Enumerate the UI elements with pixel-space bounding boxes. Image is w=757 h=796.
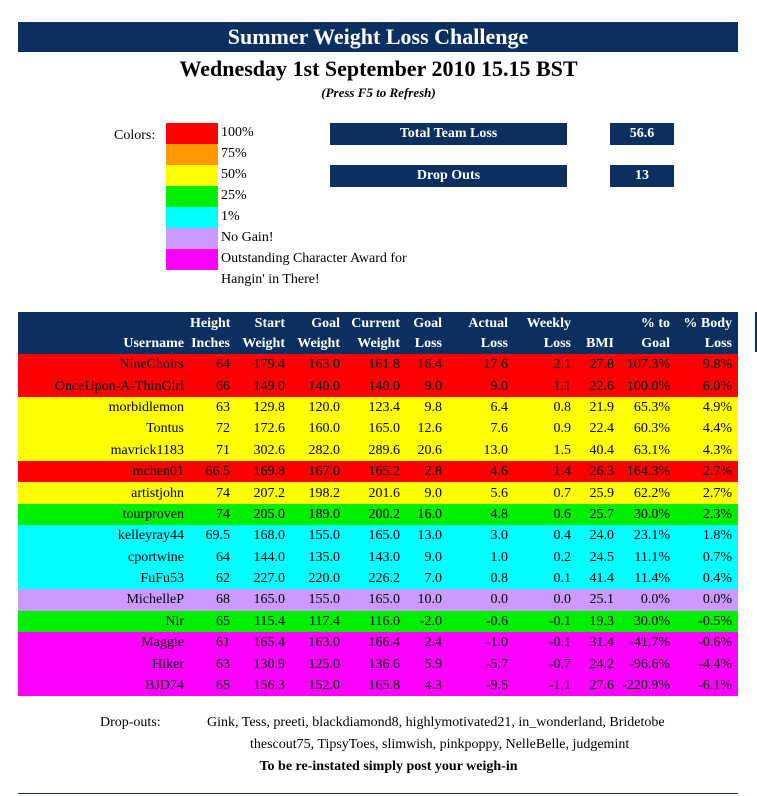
table-cell: 163.0: [308, 635, 340, 651]
table-cell: 2.3%: [702, 506, 732, 522]
username-cell: MichelleP: [126, 592, 184, 608]
table-cell: 40.4: [589, 442, 614, 458]
username-cell: Maggie: [141, 635, 184, 651]
table-cell: 74: [216, 506, 230, 522]
table-row: [18, 440, 738, 461]
legend-text: 50%: [221, 167, 247, 182]
table-cell: 64: [216, 549, 230, 565]
legend-swatch: [166, 186, 218, 207]
table-cell: 4.9%: [702, 399, 732, 415]
table-cell: 2.7%: [702, 464, 732, 480]
table-cell: 66: [216, 378, 230, 394]
table-cell: 23.1%: [633, 528, 670, 544]
table-cell: 289.6: [368, 442, 400, 458]
table-cell: 189.0: [308, 506, 340, 522]
table-cell: 16.0: [417, 506, 442, 522]
column-header: BMI: [577, 334, 620, 354]
table-cell: 163.0: [308, 357, 340, 373]
total-team-loss-value: 56.6: [610, 123, 674, 145]
username-cell: cportwine: [128, 549, 184, 565]
table-cell: 130.9: [253, 656, 285, 672]
table-row: [18, 589, 738, 610]
column-header: Actual: [448, 312, 514, 334]
username-cell: Hiker: [152, 656, 184, 672]
table-cell: 1.0: [490, 549, 508, 565]
table-cell: 302.6: [253, 442, 285, 458]
table-header-row-2: [18, 334, 738, 354]
table-cell: 6.4: [490, 399, 508, 415]
table-cell: 125.0: [308, 656, 340, 672]
table-cell: 169.8: [253, 464, 285, 480]
table-cell: 7.0: [424, 571, 442, 587]
standings-table: [18, 312, 738, 696]
table-cell: -0.1: [548, 635, 571, 651]
table-cell: 5.9: [424, 656, 442, 672]
table-cell: -220.9%: [622, 678, 670, 694]
table-cell: 30.0%: [633, 613, 670, 629]
table-cell: 9.0: [424, 378, 442, 394]
table-cell: 41.4: [589, 571, 614, 587]
table-cell: 165.0: [368, 592, 400, 608]
table-cell: 9.8%: [702, 357, 732, 373]
table-cell: -2.0: [419, 613, 442, 629]
drop-outs-label: Drop Outs: [330, 165, 567, 187]
column-header: Goal: [620, 334, 676, 354]
column-header: % to: [620, 312, 676, 334]
table-cell: 165.2: [368, 464, 400, 480]
table-cell: 26.3: [589, 464, 614, 480]
table-cell: -4.4%: [698, 656, 732, 672]
table-cell: 27.8: [589, 357, 614, 373]
table-cell: 4.3%: [702, 442, 732, 458]
table-cell: 0.4%: [702, 571, 732, 587]
username-cell: Tontus: [146, 421, 184, 437]
table-cell: 2.1: [553, 357, 571, 373]
table-cell: 71: [216, 442, 230, 458]
table-cell: 19.3: [589, 613, 614, 629]
table-cell: 1.4: [553, 464, 571, 480]
table-cell: 4.4%: [702, 421, 732, 437]
dropouts-label: Drop-outs:: [100, 715, 161, 730]
table-cell: 107.3%: [626, 357, 670, 373]
table-cell: 201.6: [368, 485, 400, 501]
table-cell: -41.7%: [629, 635, 670, 651]
table-cell: 13.0: [483, 442, 508, 458]
username-cell: artistjohn: [131, 485, 184, 501]
table-cell: -0.1: [548, 613, 571, 629]
legend-text: 75%: [221, 146, 247, 161]
table-cell: 164.3%: [626, 464, 670, 480]
username-cell: mchen01: [132, 464, 184, 480]
column-header: Username: [18, 334, 190, 354]
drop-outs-value: 13: [610, 165, 674, 187]
table-cell: 1.5: [553, 442, 571, 458]
table-cell: 5.6: [490, 485, 508, 501]
table-cell: 7.6: [490, 421, 508, 437]
table-cell: 2.4: [424, 635, 442, 651]
legend-text: 25%: [221, 188, 247, 203]
table-row: [18, 675, 738, 696]
column-header: Loss: [448, 334, 514, 354]
table-cell: 24.0: [589, 528, 614, 544]
column-header: Loss: [514, 334, 577, 354]
table-cell: 0.6: [553, 506, 571, 522]
legend-text: No Gain!: [221, 230, 274, 245]
table-cell: 31.4: [589, 635, 614, 651]
column-header: Goal: [406, 312, 448, 334]
table-cell: 22.6: [589, 378, 614, 394]
table-row: [18, 354, 738, 375]
page-title: Summer Weight Loss Challenge: [18, 22, 738, 52]
table-cell: 0.0%: [702, 592, 732, 608]
table-cell: 0.8: [553, 399, 571, 415]
table-cell: 66.5: [205, 464, 230, 480]
table-cell: 2.8: [424, 464, 442, 480]
table-cell: 117.4: [309, 613, 340, 629]
column-header: Loss: [676, 334, 738, 354]
total-team-loss-label: Total Team Loss: [330, 123, 567, 145]
table-row: [18, 504, 738, 525]
table-cell: 115.4: [254, 613, 285, 629]
table-row: [18, 632, 738, 653]
table-cell: 1.1: [553, 378, 571, 394]
table-cell: 140.0: [308, 378, 340, 394]
table-row: [18, 375, 738, 396]
table-cell: 21.9: [589, 399, 614, 415]
table-cell: 165.0: [368, 421, 400, 437]
date-heading: Wednesday 1st September 2010 15.15 BST: [179, 56, 578, 81]
table-cell: 152.0: [308, 678, 340, 694]
table-cell: 63.1%: [633, 442, 670, 458]
table-cell: -0.7: [548, 656, 571, 672]
table-cell: 144.0: [253, 549, 285, 565]
table-cell: -9.5: [485, 678, 508, 694]
table-cell: 227.0: [253, 571, 285, 587]
table-cell: 25.9: [589, 485, 614, 501]
legend-swatch: [166, 228, 218, 249]
table-cell: 25.1: [589, 592, 614, 608]
legend-text: 1%: [221, 209, 240, 224]
table-cell: 160.0: [308, 421, 340, 437]
dropouts-list-line-1: Gink, Tess, preeti, blackdiamond8, highlymotivated21, in_wonderland, Bridetobe: [207, 715, 665, 730]
refresh-hint: (Press F5 to Refresh): [321, 85, 436, 100]
table-cell: 0.1: [553, 571, 571, 587]
table-cell: 161.8: [368, 357, 400, 373]
table-row: [18, 611, 738, 632]
table-cell: 30.0%: [633, 506, 670, 522]
table-cell: 165.0: [368, 528, 400, 544]
table-cell: 65: [216, 613, 230, 629]
column-header: Weight: [346, 334, 406, 354]
column-header: Height: [190, 312, 236, 334]
column-header: Current: [346, 312, 406, 334]
legend-swatch: [166, 165, 218, 186]
table-cell: -1.1: [548, 678, 571, 694]
table-cell: 165.0: [253, 592, 285, 608]
legend-swatch: [166, 207, 218, 228]
table-cell: 9.0: [424, 485, 442, 501]
table-cell: 20.6: [417, 442, 442, 458]
table-cell: 165.4: [253, 635, 285, 651]
table-row: [18, 482, 738, 503]
table-row: [18, 525, 738, 546]
table-cell: 156.3: [253, 678, 285, 694]
username-cell: Nir: [165, 613, 184, 629]
table-cell: 207.2: [253, 485, 285, 501]
table-cell: 16.4: [417, 357, 442, 373]
column-header: Goal: [291, 312, 346, 334]
legend-swatch: [166, 123, 218, 144]
table-cell: 220.0: [308, 571, 340, 587]
table-cell: 61: [216, 635, 230, 651]
table-cell: 22.4: [589, 421, 614, 437]
reinstate-note: To be re-instated simply post your weigh-in: [259, 759, 518, 774]
table-cell: 135.0: [308, 549, 340, 565]
table-cell: 4.3: [424, 678, 442, 694]
table-cell: 9.0: [424, 549, 442, 565]
table-cell: 25.7: [589, 506, 614, 522]
table-cell: 62: [216, 571, 230, 587]
table-cell: 9.0: [490, 378, 508, 394]
table-cell: 24.5: [589, 549, 614, 565]
username-cell: OnceUpon-A-ThinGirl: [54, 378, 184, 394]
column-header: Start: [236, 312, 291, 334]
username-cell: FuFu53: [140, 571, 184, 587]
table-cell: 11.1%: [634, 549, 670, 565]
column-header: % Body: [676, 312, 738, 334]
username-cell: NineChoirs: [119, 357, 184, 373]
table-cell: 11.4%: [634, 571, 670, 587]
column-header: [577, 312, 620, 334]
table-cell: -96.6%: [629, 656, 670, 672]
table-cell: 27.6: [589, 678, 614, 694]
table-cell: 179.4: [253, 357, 285, 373]
table-cell: 136.6: [368, 656, 400, 672]
table-cell: 24.2: [589, 656, 614, 672]
table-cell: 200.2: [368, 506, 400, 522]
table-cell: 155.0: [308, 592, 340, 608]
table-cell: 282.0: [308, 442, 340, 458]
legend-text: 100%: [221, 125, 254, 140]
dropouts-list-line-2: thescout75, TipsyToes, slimwish, pinkpoppy, NelleBelle, judgemint: [250, 737, 630, 752]
table-cell: 0.8: [490, 571, 508, 587]
legend-swatch: [166, 249, 218, 270]
table-cell: 12.6: [417, 421, 442, 437]
table-cell: 123.4: [368, 399, 400, 415]
table-cell: 68: [216, 592, 230, 608]
legend-swatch: [166, 144, 218, 165]
username-cell: morbidlemon: [108, 399, 184, 415]
table-header-row-1: [18, 312, 738, 334]
table-cell: 13.0: [417, 528, 442, 544]
table-cell: 4.8: [490, 506, 508, 522]
table-cell: 167.0: [308, 464, 340, 480]
table-cell: -5.7: [485, 656, 508, 672]
table-cell: 226.2: [368, 571, 400, 587]
username-cell: tourproven: [122, 506, 184, 522]
table-cell: 0.9: [553, 421, 571, 437]
table-cell: 166.4: [368, 635, 400, 651]
table-cell: 0.0: [490, 592, 508, 608]
table-cell: 172.6: [253, 421, 285, 437]
table-cell: 0.0%: [640, 592, 670, 608]
table-cell: -1.0: [485, 635, 508, 651]
table-cell: 9.8: [424, 399, 442, 415]
table-cell: 0.4: [553, 528, 571, 544]
table-cell: -6.1%: [698, 678, 732, 694]
table-cell: 155.0: [308, 528, 340, 544]
table-cell: -0.6: [485, 613, 508, 629]
table-cell: 100.0%: [626, 378, 670, 394]
table-cell: 17.6: [483, 357, 508, 373]
table-cell: 0.2: [553, 549, 571, 565]
username-cell: BJD74: [145, 678, 184, 694]
username-cell: kelleyray44: [117, 528, 184, 544]
username-cell: mavrick1183: [110, 442, 184, 458]
table-cell: 69.5: [205, 528, 230, 544]
table-row: [18, 653, 738, 674]
table-cell: 72: [216, 421, 230, 437]
table-cell: 74: [216, 485, 230, 501]
column-header: Loss: [406, 334, 448, 354]
table-cell: 205.0: [253, 506, 285, 522]
table-row: [18, 547, 738, 568]
table-cell: 116.0: [369, 613, 400, 629]
legend-text: Outstanding Character Award for: [221, 251, 407, 266]
table-cell: 140.0: [368, 378, 400, 394]
table-cell: 6.0%: [702, 378, 732, 394]
table-row: [18, 418, 738, 439]
legend-label: Colors:: [114, 128, 156, 143]
table-cell: 129.8: [253, 399, 285, 415]
table-cell: 10.0: [417, 592, 442, 608]
table-cell: 65.3%: [633, 399, 670, 415]
column-header: Weight: [236, 334, 291, 354]
bottom-divider: [18, 793, 738, 794]
column-header: Weekly: [514, 312, 577, 334]
table-cell: -0.6%: [698, 635, 732, 651]
column-header: [18, 312, 190, 334]
table-cell: 63: [216, 399, 230, 415]
legend-text-continued: Hangin' in There!: [221, 272, 320, 287]
table-cell: -0.5%: [698, 613, 732, 629]
table-cell: 168.0: [253, 528, 285, 544]
table-cell: 64: [216, 357, 230, 373]
table-cell: 4.6: [490, 464, 508, 480]
table-row: [18, 461, 738, 482]
table-cell: 60.3%: [633, 421, 670, 437]
table-cell: 149.0: [253, 378, 285, 394]
table-cell: 3.0: [490, 528, 508, 544]
table-cell: 0.0: [553, 592, 571, 608]
table-cell: 2.7%: [702, 485, 732, 501]
table-cell: 143.0: [368, 549, 400, 565]
table-cell: 0.7: [553, 485, 571, 501]
table-cell: 0.7%: [702, 549, 732, 565]
table-cell: 198.2: [308, 485, 340, 501]
column-header: Inches: [190, 334, 236, 354]
table-cell: 1.8%: [702, 528, 732, 544]
table-cell: 120.0: [308, 399, 340, 415]
table-row: [18, 568, 738, 589]
table-cell: 63: [216, 656, 230, 672]
table-cell: 165.8: [368, 678, 400, 694]
table-row: [18, 397, 738, 418]
column-header: Weight: [291, 334, 346, 354]
table-cell: 62.2%: [633, 485, 670, 501]
table-cell: 65: [216, 678, 230, 694]
